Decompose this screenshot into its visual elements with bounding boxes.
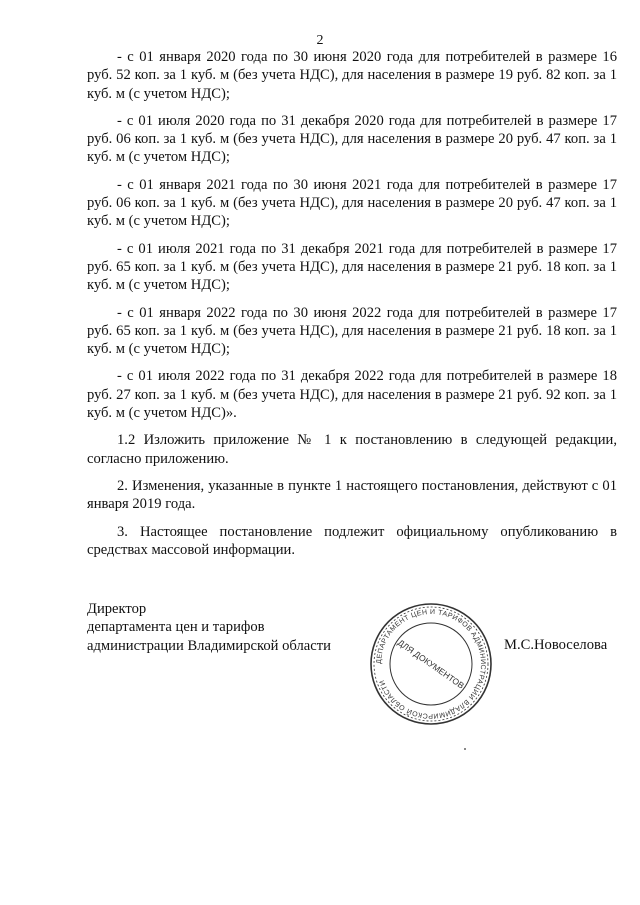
official-stamp <box>368 601 494 727</box>
signer-title-line3: администрации Владимирской области <box>87 637 331 654</box>
stamp-seal-icon <box>368 601 494 727</box>
tariff-period-2020-h2: - с 01 июля 2020 года по 31 декабря 2020 года для потребителей в размере 17 руб. 06 коп. за 1 куб. м (без учета НДС), для населения в размере 20 руб. 47 коп. за 1 куб. м (с учетом НДС); <box>87 112 617 166</box>
tariff-period-2021-h2: - с 01 июля 2021 года по 31 декабря 2021 года для потребителей в размере 17 руб. 65 коп. за 1 куб. м (без учета НДС), для населения в размере 21 руб. 18 коп. за 1 куб. м (с учетом НДС); <box>87 240 617 294</box>
signer-title-line2: департамента цен и тарифов <box>87 619 265 636</box>
clause-1-2: 1.2 Изложить приложение № 1 к постановлению в следующей редакции, согласно приложению. <box>87 432 617 467</box>
stamp-outer-text: ДЕПАРТАМЕНТ ЦЕН И ТАРИФОВ АДМИНИСТРАЦИИ ВЛАДИМИРСКОЙ ОБЛАСТИ <box>375 608 487 720</box>
clause-3: 3. Настоящее постановление подлежит официальному опубликованию в средствах массовой информации. <box>87 523 617 558</box>
tariff-period-2022-h2: - с 01 июля 2022 года по 31 декабря 2022 года для потребителей в размере 18 руб. 27 коп. за 1 куб. м (без учета НДС), для населения в размере 21 руб. 92 коп. за 1 куб. м (с учетом НДС)». <box>87 368 617 422</box>
signer-title-line1: Директор <box>87 601 147 617</box>
clause-2: 2. Изменения, указанные в пункте 1 настоящего постановления, действуют с 01 января 2019 года. <box>87 477 617 513</box>
signature-block <box>87 600 331 655</box>
tariff-period-2020-h1: - с 01 января 2020 года по 30 июня 2020 года для потребителей в размере 16 руб. 52 коп. за 1 куб. м (без учета НДС), для населения в размере 19 руб. 82 коп. за 1 куб. м (с учетом НДС); <box>87 49 617 102</box>
tariff-period-2022-h1: - с 01 января 2022 года по 30 июня 2022 года для потребителей в размере 17 руб. 65 коп. за 1 куб. м (без учета НДС), для населения в размере 21 руб. 18 коп. за 1 куб. м (с учетом НДС); <box>87 304 617 358</box>
stamp-inner-text: ДЛЯ ДОКУМЕНТОВ <box>395 637 467 691</box>
tariff-period-2021-h1: - с 01 января 2021 года по 30 июня 2021 года для потребителей в размере 17 руб. 06 коп. за 1 куб. м (без учета НДС), для населения в размере 20 руб. 47 коп. за 1 куб. м (с учетом НДС); <box>87 176 617 230</box>
scan-dot <box>464 748 466 750</box>
document-body <box>87 48 617 568</box>
page-number: 2 <box>316 33 324 48</box>
signer-name: М.С.Новоселова <box>504 637 608 653</box>
